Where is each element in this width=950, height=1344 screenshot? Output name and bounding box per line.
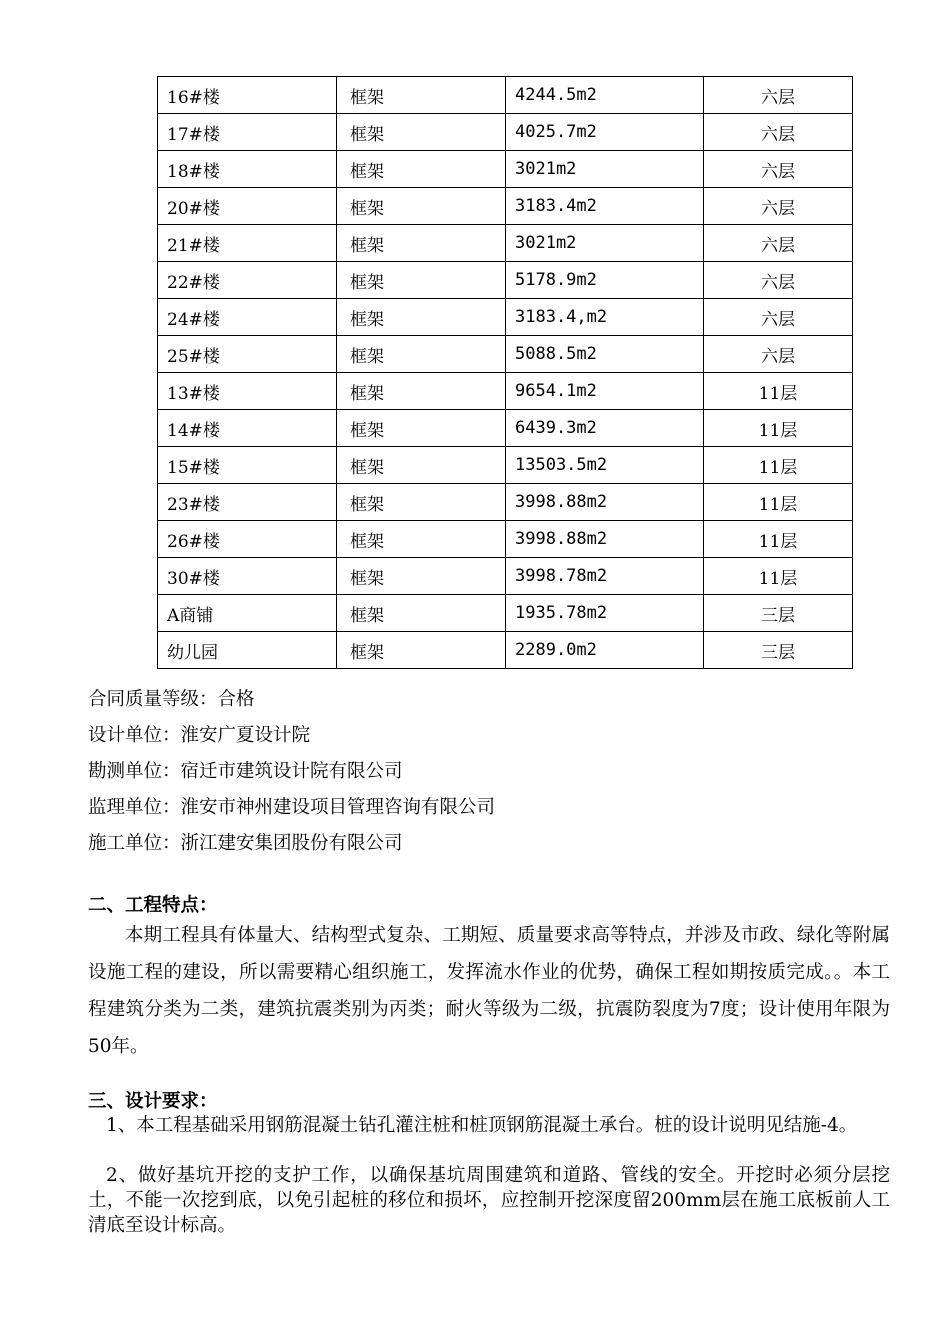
structure-type-cell: 框架	[337, 595, 506, 632]
table-row	[158, 447, 853, 484]
floor-count-cell: 六层	[704, 114, 853, 151]
section-3-title: 三、设计要求：	[88, 1091, 218, 1112]
floor-count-cell: 六层	[704, 336, 853, 373]
floor-count-cell: 六层	[704, 151, 853, 188]
project-info	[88, 682, 888, 862]
structure-type-cell: 框架	[337, 77, 506, 114]
floor-area-cell: 3998.78m2	[506, 558, 704, 595]
floor-count-cell: 六层	[704, 262, 853, 299]
floor-count-cell: 六层	[704, 77, 853, 114]
building-name-cell: 13#楼	[158, 373, 337, 410]
table-row	[158, 188, 853, 225]
structure-type-cell: 框架	[337, 410, 506, 447]
floor-count-cell: 六层	[704, 188, 853, 225]
floor-area-cell: 5088.5m2	[506, 336, 704, 373]
building-name-cell: A商铺	[158, 595, 337, 632]
floor-count-cell: 11层	[704, 484, 853, 521]
structure-type-cell: 框架	[337, 299, 506, 336]
building-name-cell: 24#楼	[158, 299, 337, 336]
building-table	[157, 76, 853, 669]
floor-area-cell: 6439.3m2	[506, 410, 704, 447]
structure-type-cell: 框架	[337, 336, 506, 373]
structure-type-cell: 框架	[337, 114, 506, 151]
construction-unit: 施工单位：浙江建安集团股份有限公司	[88, 833, 403, 854]
table-row	[158, 521, 853, 558]
floor-count-cell: 三层	[704, 595, 853, 632]
table-row	[158, 151, 853, 188]
structure-type-cell: 框架	[337, 484, 506, 521]
table-row	[158, 225, 853, 262]
floor-area-cell: 1935.78m2	[506, 595, 704, 632]
structure-type-cell: 框架	[337, 558, 506, 595]
floor-area-cell: 13503.5m2	[506, 447, 704, 484]
table-row	[158, 484, 853, 521]
floor-area-cell: 4244.5m2	[506, 77, 704, 114]
building-name-cell: 18#楼	[158, 151, 337, 188]
table-row	[158, 262, 853, 299]
building-name-cell: 25#楼	[158, 336, 337, 373]
structure-type-cell: 框架	[337, 373, 506, 410]
building-name-cell: 30#楼	[158, 558, 337, 595]
floor-area-cell: 9654.1m2	[506, 373, 704, 410]
structure-type-cell: 框架	[337, 262, 506, 299]
section-3-item-1: 1、本工程基础采用钢筋混凝土钻孔灌注桩和桩顶钢筋混凝土承台。桩的设计说明见结施-4。	[106, 1115, 858, 1136]
floor-count-cell: 六层	[704, 299, 853, 336]
floor-count-cell: 11层	[704, 410, 853, 447]
table-row	[158, 114, 853, 151]
floor-count-cell: 六层	[704, 225, 853, 262]
structure-type-cell: 框架	[337, 151, 506, 188]
quality-grade: 合同质量等级：合格	[88, 689, 255, 710]
building-name-cell: 幼儿园	[158, 632, 337, 669]
structure-type-cell: 框架	[337, 188, 506, 225]
floor-area-cell: 3021m2	[506, 225, 704, 262]
building-name-cell: 21#楼	[158, 225, 337, 262]
floor-area-cell: 3998.88m2	[506, 484, 704, 521]
floor-area-cell: 5178.9m2	[506, 262, 704, 299]
floor-area-cell: 3998.88m2	[506, 521, 704, 558]
floor-area-cell: 4025.7m2	[506, 114, 704, 151]
structure-type-cell: 框架	[337, 447, 506, 484]
floor-area-cell: 3183.4m2	[506, 188, 704, 225]
table-row	[158, 299, 853, 336]
floor-count-cell: 11层	[704, 558, 853, 595]
building-name-cell: 23#楼	[158, 484, 337, 521]
floor-count-cell: 11层	[704, 373, 853, 410]
section-3-item-2: 2、做好基坑开挖的支护工作，以确保基坑周围建筑和道路、管线的安全。开挖时必须分层挖土，不能一次挖到底，以免引起桩的移位和损坏，应控制开挖深度留200mm层在施工底板前人工清底至设计标高。	[88, 1165, 890, 1236]
building-name-cell: 14#楼	[158, 410, 337, 447]
table-row	[158, 77, 853, 114]
floor-area-cell: 2289.0m2	[506, 632, 704, 669]
table-row	[158, 595, 853, 632]
floor-area-cell: 3183.4,m2	[506, 299, 704, 336]
table-row	[158, 336, 853, 373]
table-row	[158, 632, 853, 669]
building-name-cell: 26#楼	[158, 521, 337, 558]
building-name-cell: 22#楼	[158, 262, 337, 299]
table-row	[158, 410, 853, 447]
floor-area-cell: 3021m2	[506, 151, 704, 188]
building-name-cell: 20#楼	[158, 188, 337, 225]
section-2-title: 二、工程特点：	[88, 895, 218, 916]
table-row	[158, 558, 853, 595]
floor-count-cell: 三层	[704, 632, 853, 669]
building-name-cell: 16#楼	[158, 77, 337, 114]
structure-type-cell: 框架	[337, 632, 506, 669]
structure-type-cell: 框架	[337, 225, 506, 262]
building-name-cell: 15#楼	[158, 447, 337, 484]
table-row	[158, 373, 853, 410]
floor-count-cell: 11层	[704, 447, 853, 484]
design-unit: 设计单位：淮安广夏设计院	[88, 725, 311, 746]
supervision-unit: 监理单位：淮安市神州建设项目管理咨询有限公司	[88, 797, 496, 818]
floor-count-cell: 11层	[704, 521, 853, 558]
structure-type-cell: 框架	[337, 521, 506, 558]
building-name-cell: 17#楼	[158, 114, 337, 151]
building-table-body	[158, 77, 853, 669]
section-2-paragraph: 本期工程具有体量大、结构型式复杂、工期短、质量要求高等特点，并涉及市政、绿化等附属设施工程的建设，所以需要精心组织施工，发挥流水作业的优势，确保工程如期按质完成。。本工程建筑分类为二类，建筑抗震类别为丙类；耐火等级为二级，抗震防裂度为7度；设计使用年限为50年。	[88, 925, 890, 1057]
survey-unit: 勘测单位：宿迁市建筑设计院有限公司	[88, 761, 403, 782]
